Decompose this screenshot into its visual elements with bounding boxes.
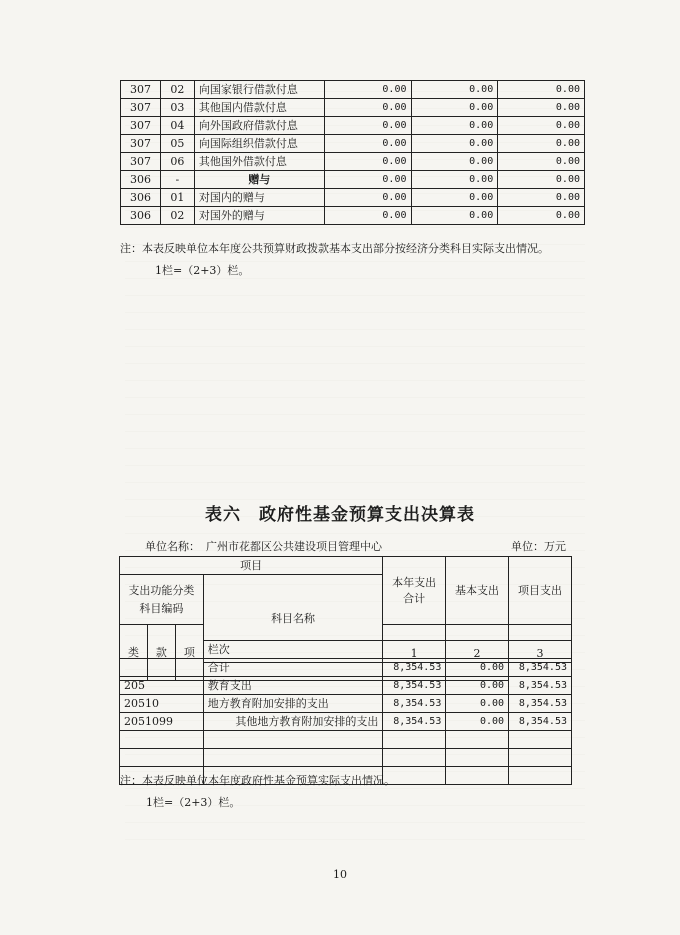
table-row bbox=[120, 659, 572, 677]
sum-project: 8,354.53 bbox=[509, 659, 572, 677]
header-xiang: 项 bbox=[175, 625, 203, 681]
value-basic: 0.00 bbox=[411, 81, 498, 99]
item-code: 04 bbox=[160, 117, 194, 135]
value-total: 8,354.53 bbox=[383, 677, 446, 695]
category-code: 306 bbox=[121, 171, 161, 189]
category-code: 307 bbox=[121, 99, 161, 117]
empty-row bbox=[120, 731, 572, 749]
col-number-2: 2 bbox=[446, 625, 509, 663]
value-project: 8,354.53 bbox=[509, 677, 572, 695]
table-note-formula: 1栏=（2+3）栏。 bbox=[146, 796, 241, 809]
subject-name: 地方教育附加安排的支出 bbox=[203, 695, 383, 713]
table-row bbox=[121, 99, 585, 117]
value-project: 0.00 bbox=[498, 117, 585, 135]
value-basic: 0.00 bbox=[411, 171, 498, 189]
item-code: 02 bbox=[160, 81, 194, 99]
table-note-formula: 1栏=（2+3）栏。 bbox=[155, 264, 250, 277]
value-basic: 0.00 bbox=[446, 713, 509, 731]
value-project: 0.00 bbox=[498, 99, 585, 117]
value-project: 0.00 bbox=[498, 207, 585, 225]
subject-name: 其他地方教育附加安排的支出 bbox=[203, 713, 383, 731]
value-project: 8,354.53 bbox=[509, 713, 572, 731]
item-name: 向外国政府借款付息 bbox=[194, 117, 324, 135]
unit-name-label: 单位名称： bbox=[145, 540, 200, 553]
category-code: 307 bbox=[121, 153, 161, 171]
value-total: 0.00 bbox=[324, 81, 411, 99]
category-code: 307 bbox=[121, 135, 161, 153]
category-code: 307 bbox=[121, 81, 161, 99]
value-project: 0.00 bbox=[498, 171, 585, 189]
item-name: 向国际组织借款付息 bbox=[194, 135, 324, 153]
value-basic: 0.00 bbox=[411, 135, 498, 153]
header-lei: 类 bbox=[120, 625, 148, 681]
value-basic: 0.00 bbox=[411, 189, 498, 207]
item-code: - bbox=[160, 171, 194, 189]
table-row bbox=[120, 713, 572, 731]
header-code: 支出功能分类科目编码 bbox=[120, 575, 204, 625]
item-code: 03 bbox=[160, 99, 194, 117]
item-code: 06 bbox=[160, 153, 194, 171]
header-subject-name: 科目名称 bbox=[203, 575, 382, 663]
category-code: 306 bbox=[121, 189, 161, 207]
sum-basic: 0.00 bbox=[446, 659, 509, 677]
table-row bbox=[121, 189, 585, 207]
sum-total: 8,354.53 bbox=[383, 659, 446, 677]
header-project-expense: 项目支出 bbox=[509, 557, 572, 625]
table-row bbox=[121, 153, 585, 171]
col-label: 栏次 bbox=[203, 641, 383, 659]
value-basic: 0.00 bbox=[411, 153, 498, 171]
sum-label: 合计 bbox=[203, 659, 383, 677]
header-project: 项目 bbox=[120, 557, 383, 575]
item-code: 02 bbox=[160, 207, 194, 225]
value-total: 8,354.53 bbox=[383, 713, 446, 731]
value-basic: 0.00 bbox=[411, 117, 498, 135]
header-kuan: 款 bbox=[147, 625, 175, 681]
item-name: 对国外的赠与 bbox=[194, 207, 324, 225]
table-row bbox=[120, 677, 572, 695]
table-row bbox=[121, 207, 585, 225]
col-number-1: 1 bbox=[383, 625, 446, 663]
economic-classification-table bbox=[120, 80, 585, 225]
table-row bbox=[120, 695, 572, 713]
table-note: 注：本表反映单位本年度公共预算财政拨款基本支出部分按经济分类科目实际支出情况。 bbox=[120, 242, 549, 255]
page-number: 10 bbox=[333, 868, 347, 881]
empty-row bbox=[120, 749, 572, 767]
page-title: 表六 政府性基金预算支出决算表 bbox=[205, 505, 475, 525]
table-row bbox=[121, 135, 585, 153]
value-project: 0.00 bbox=[498, 81, 585, 99]
subject-name: 教育支出 bbox=[203, 677, 383, 695]
item-code: 05 bbox=[160, 135, 194, 153]
value-total: 0.00 bbox=[324, 189, 411, 207]
value-total: 0.00 bbox=[324, 207, 411, 225]
table-row bbox=[121, 81, 585, 99]
subject-code: 2051099 bbox=[120, 713, 204, 731]
category-code: 307 bbox=[121, 117, 161, 135]
value-total: 0.00 bbox=[324, 135, 411, 153]
value-total: 0.00 bbox=[324, 117, 411, 135]
value-total: 0.00 bbox=[324, 153, 411, 171]
subject-code: 205 bbox=[120, 677, 204, 695]
unit-label: 单位：万元 bbox=[511, 540, 566, 553]
value-project: 8,354.53 bbox=[509, 695, 572, 713]
value-total: 8,354.53 bbox=[383, 695, 446, 713]
item-name: 其他国外借款付息 bbox=[194, 153, 324, 171]
table-note: 注：本表反映单位本年度政府性基金预算实际支出情况。 bbox=[120, 774, 395, 787]
item-name: 向国家银行借款付息 bbox=[194, 81, 324, 99]
value-basic: 0.00 bbox=[446, 695, 509, 713]
value-basic: 0.00 bbox=[446, 677, 509, 695]
header-basic: 基本支出 bbox=[446, 557, 509, 625]
value-basic: 0.00 bbox=[411, 207, 498, 225]
value-total: 0.00 bbox=[324, 171, 411, 189]
col-number-3: 3 bbox=[509, 625, 572, 663]
item-name: 其他国内借款付息 bbox=[194, 99, 324, 117]
item-code: 01 bbox=[160, 189, 194, 207]
value-project: 0.00 bbox=[498, 189, 585, 207]
header-total: 本年支出合计 bbox=[383, 557, 446, 625]
value-project: 0.00 bbox=[498, 153, 585, 171]
value-project: 0.00 bbox=[498, 135, 585, 153]
item-name: 赠与 bbox=[194, 171, 324, 189]
value-total: 0.00 bbox=[324, 99, 411, 117]
fund-budget-table-body bbox=[119, 640, 572, 785]
category-code: 306 bbox=[121, 207, 161, 225]
value-basic: 0.00 bbox=[411, 99, 498, 117]
unit-name: 广州市花都区公共建设项目管理中心 bbox=[206, 540, 382, 553]
subject-code: 20510 bbox=[120, 695, 204, 713]
table-row bbox=[121, 117, 585, 135]
table-row bbox=[121, 171, 585, 189]
item-name: 对国内的赠与 bbox=[194, 189, 324, 207]
table-row bbox=[120, 641, 572, 659]
